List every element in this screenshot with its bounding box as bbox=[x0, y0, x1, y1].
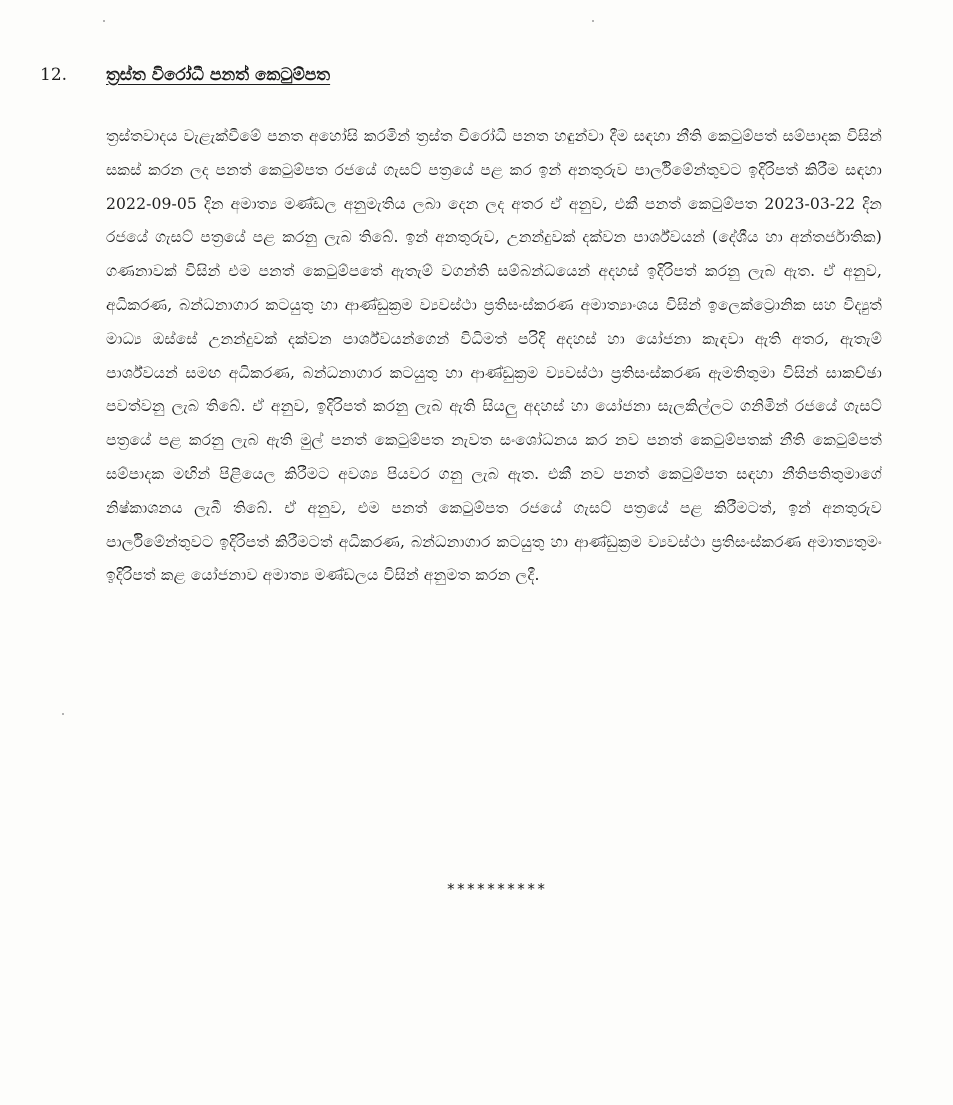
section-heading bbox=[40, 58, 330, 92]
scan-speck bbox=[103, 20, 105, 22]
body-paragraph: ත්‍රස්තවාදය වැළැක්වීමේ පනත අහෝසි කරමින් ත්‍රස්ත විරෝධී පනත හඳුන්වා දීම සඳහා නීති කෙටුම්පත් සම්පාදක විසින් සකස් කරන ලද පනත් කෙටුම්පත රජයේ ගැසට් පත්‍රයේ පළ කර ඉන් අනතුරුව පාර්ලිමේන්තුවට ඉදිරිපත් කිරීම සඳහා 2022-09-05 දින අමාත්‍ය මණ්ඩල අනුමැතිය ලබා දෙන ලද අතර ඒ අනුව, එකී පනත් කෙටුම්පත 2023-03-22 දින රජයේ ගැසට් පත්‍රයේ පළ කරනු ලැබ තිබේ. ඉන් අනතුරුව, උනන්දුවක් දක්වන පාර්ශ්වයන් (දේශීය හා අන්තර්ජාතික) ගණනාවක් විසින් එම පනත් කෙටුම්පතේ ඇතැම් වගන්ති සම්බන්ධයෙන් අදහස් ඉදිරිපත් කරනු ලැබ ඇත. ඒ අනුව, අධිකරණ, බන්ධනාගාර කටයුතු හා ආණ්ඩුක්‍රම ව්‍යවස්ථා ප්‍රතිසංස්කරණ අමාත්‍යාංශය විසින් ඉලෙක්ට්‍රොනික සහ විද්‍යුත් මාධ්‍ය ඔස්සේ උනන්දුවක් දක්වන පාර්ශ්වයන්ගෙන් විධිමත් පරිදි අදහස් හා යෝජනා කැඳවා ඇති අතර, ඇතැම් පාර්ශ්වයන් සමඟ අධිකරණ, බන්ධනාගාර කටයුතු හා ආණ්ඩුක්‍රම ව්‍යවස්ථා ප්‍රතිසංස්කරණ ඇමතිතුමා විසින් සාකච්ඡා පවත්වනු ලැබ තිබේ. ඒ අනුව, ඉදිරිපත් කරනු ලැබ ඇති සියලු අදහස් හා යෝජනා සැලකිල්ලට ගනිමින් රජයේ ගැසට් පත්‍රයේ පළ කරනු ලැබ ඇති මුල් පනත් කෙටුම්පත නැවත සංශෝධනය කර නව පනත් කෙටුම්පතක් නීති කෙටුම්පත් සම්පාදක මඟින් පිළියෙල කිරීමට අවශ්‍ය පියවර ගනු ලැබ ඇත. එකී නව පනත් කෙටුම්පත සඳහා නීතිපතිතුමාගේ නිෂ්කාශනය ලැබී තිබේ. ඒ අනුව, එම පනත් කෙටුම්පත රජයේ ගැසට් පත්‍රයේ පළ කිරීමටත්, ඉන් අනතුරුව පාර්ලිමේන්තුවට ඉදිරිපත් කිරීමටත් අධිකරණ, බන්ධනාගාර කටයුතු හා ආණ්ඩුක්‍රම ව්‍යවස්ථා ප්‍රතිසංස්කරණ අමාත්‍යතුමං ඉදිරිපත් කළ යෝජනාව අමාත්‍ය මණ්ඩලය විසින් අනුමත කරන ලදී. bbox=[106, 127, 882, 585]
section-title: ත්‍රස්ත විරෝධී පනත් කෙටුම්පත bbox=[106, 65, 331, 85]
scan-speck bbox=[62, 713, 64, 715]
section-number: 12. bbox=[40, 65, 68, 85]
section-separator: ********** bbox=[446, 880, 547, 898]
scan-speck bbox=[592, 20, 594, 22]
